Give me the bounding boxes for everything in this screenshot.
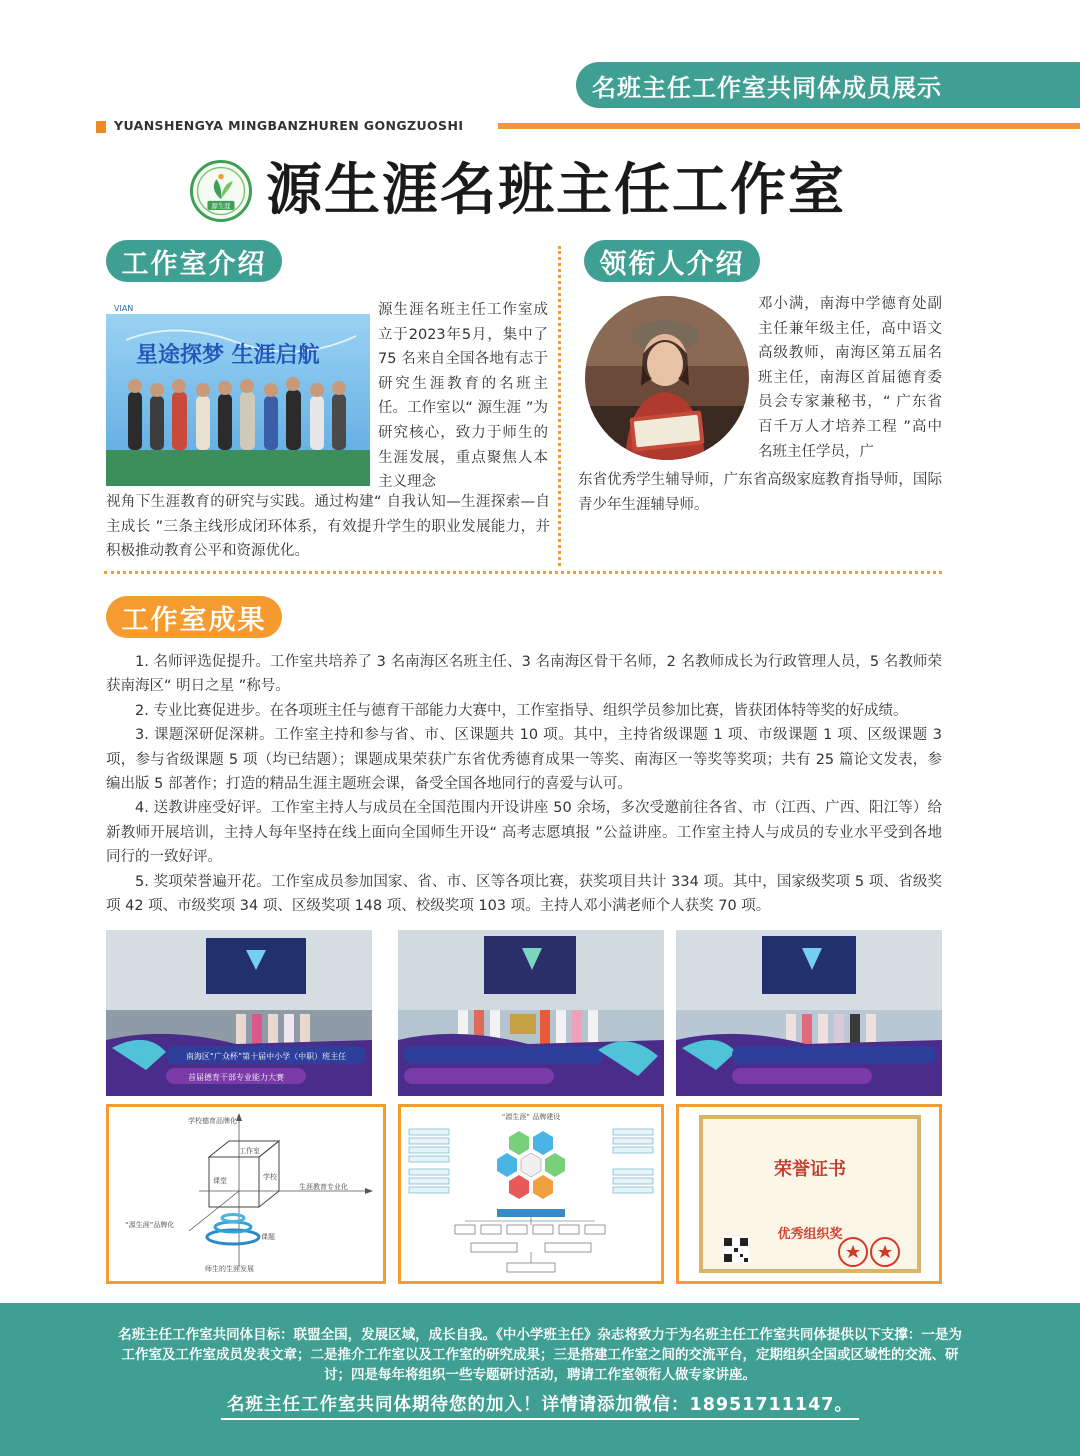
orange-rule [498, 123, 1080, 129]
diagram-left-label: “源生涯”品牌化 [125, 1221, 175, 1229]
horizontal-dotted-divider [104, 571, 942, 574]
result-item: 5. 奖项荣誉遍开花。工作室成员参加国家、省、市、区等各项比赛，获奖项目共计 334 项。其中，国家级奖项 5 项、省级奖项 42 项、市级奖项 34 项、区级奖项 148 项、校级奖项 103 项。主持人邓小满老师个人获奖 70 项。 [106, 873, 942, 915]
diagram-face-b: 课堂 [213, 1177, 227, 1185]
studio-logo [190, 160, 252, 222]
diagram-face-c: 学校 [263, 1173, 277, 1181]
cube-diagram-frame [106, 1104, 386, 1284]
result-item: 4. 送教讲座受好评。工作室主持人与成员在全国范围内开设讲座 50 余场，多次受邀前往各省、市（江西、广西、阳江等）给新教师开展培训，主持人每年坚持在线上面向全国师生开设“ 高考志愿填报 ”公益讲座。工作室主持人与成员的专业水平受到各地同行的一致好评。 [106, 800, 942, 866]
photo-slogan: 星途探梦 生涯启航 [136, 343, 320, 368]
event-photo-1 [106, 930, 372, 1096]
orange-square-marker [96, 121, 106, 133]
vertical-dotted-divider [558, 246, 561, 566]
diagram-right-label: 生涯教育专业化 [299, 1183, 348, 1191]
results-list [106, 650, 942, 918]
qr-code-icon [723, 1237, 749, 1263]
svg-text:VIAN: VIAN [114, 304, 134, 313]
red-seal-icon [837, 1235, 903, 1269]
pinyin-bar [96, 116, 1080, 138]
page-title: 源生涯名班主任工作室 [266, 158, 846, 223]
intro-text-part2: 视角下生涯教育的研究与实践。通过构建“ 自我认知—生涯探索—自主成长 ”三条主线形成闭环体系，有效提升学生的职业发展能力，并积极推动教育公平和资源优化。 [106, 494, 550, 560]
leader-text-part2: 东省优秀学生辅导师，广东省高级家庭教育指导师，国际青少年生涯辅导师。 [578, 472, 942, 513]
diagram-bottom-label: 师生的生涯发展 [205, 1265, 254, 1273]
leader-portrait [585, 296, 749, 460]
result-item: 1. 名师评选促提升。工作室共培养了 3 名南海区名班主任、3 名南海区骨干名师，2 名教师成长为行政管理人员，5 名教师荣获南海区“ 明日之星 ”称号。 [106, 654, 942, 695]
diagram-face-a: 工作室 [239, 1147, 260, 1155]
event-photo-3 [676, 930, 942, 1096]
certificate-title: 荣誉证书 [774, 1159, 846, 1180]
diagram-spiral-label: 课题 [261, 1233, 275, 1241]
honor-certificate [699, 1115, 921, 1273]
leader-heading: 领衔人介绍 [584, 240, 760, 282]
pinyin-title: YUANSHENGYA MINGBANZHUREN GONGZUOSHI [114, 118, 464, 133]
footer [0, 1303, 1080, 1456]
result-item: 2. 专业比赛促进步。在各项班主任与德育干部能力大赛中，工作室指导、组织学员参加比赛，皆获团体特等奖的好成绩。 [135, 702, 908, 719]
photo-banner-line2: 首届德育干部专业能力大赛 [188, 1073, 284, 1082]
footer-text: 名班主任工作室共同体目标：联盟全国，发展区域，成长自我。《中小学班主任》杂志将致力于为名班主任工作室共同体提供以下支撑：一是为工作室及工作室成员发表文章；二是推介工作室以及工作室的研究成果；三是搭建工作室之间的交流平台，定期组织全国或区域性的交流、研讨；四是每年将组织一些专题研讨活动，聘请工作室领衔人做专家讲座。 [118, 1327, 962, 1383]
section-banner: 名班主任工作室共同体成员展示 [576, 62, 1080, 108]
brand-diagram-title: “源生涯” 品牌建设 [501, 1113, 561, 1121]
brand-diagram-frame [398, 1104, 664, 1284]
footer-call-to-action: 名班主任工作室共同体期待您的加入！详情请添加微信：18951711147。 [221, 1391, 859, 1420]
results-heading: 工作室成果 [106, 596, 282, 638]
diagram-top-label: 学校德育品牌化 [188, 1117, 237, 1125]
certificate-frame [676, 1104, 942, 1284]
certificate-award: 优秀组织奖 [777, 1227, 843, 1242]
intro-text-part1: 源生涯名班主任工作室成立于2023年5月，集中了 75 名来自全国各地有志于研究生涯教育的名班主任。工作室以“ 源生涯 ”为研究核心，致力于师生的生涯发展，重点聚焦人本主义理念 [378, 302, 548, 491]
photo-banner-line1: 南海区“广众杯”第十届中小学（中职）班主任 [185, 1052, 347, 1061]
event-photo-2 [398, 930, 664, 1096]
logo-text: 源生涯 [211, 203, 231, 211]
leader-text-part1: 邓小满，南海中学德育处副主任兼年级主任，高中语文高级教师，南海区第五届名班主任，南海区首届德育委员会专家兼秘书，“ 广东省百千万人才培养工程 ”高中名班主任学员，广 [758, 296, 942, 460]
intro-heading: 工作室介绍 [106, 240, 282, 282]
result-item: 3. 课题深研促深耕。工作室主持和参与省、市、区课题共 10 项。其中，主持省级课题 1 项、市级课题 1 项、区级课题 3 项，参与省级课题 5 项（均已结题）；课题成果荣获广东省优秀德育成果一等奖、南海区一等奖等奖项；共有 25 篇论文发表，参编出版 5 部著作；打造的精品生涯主题班会课，备受全国各地同行的喜爱与认可。 [106, 727, 942, 793]
intro-group-photo [106, 300, 370, 486]
